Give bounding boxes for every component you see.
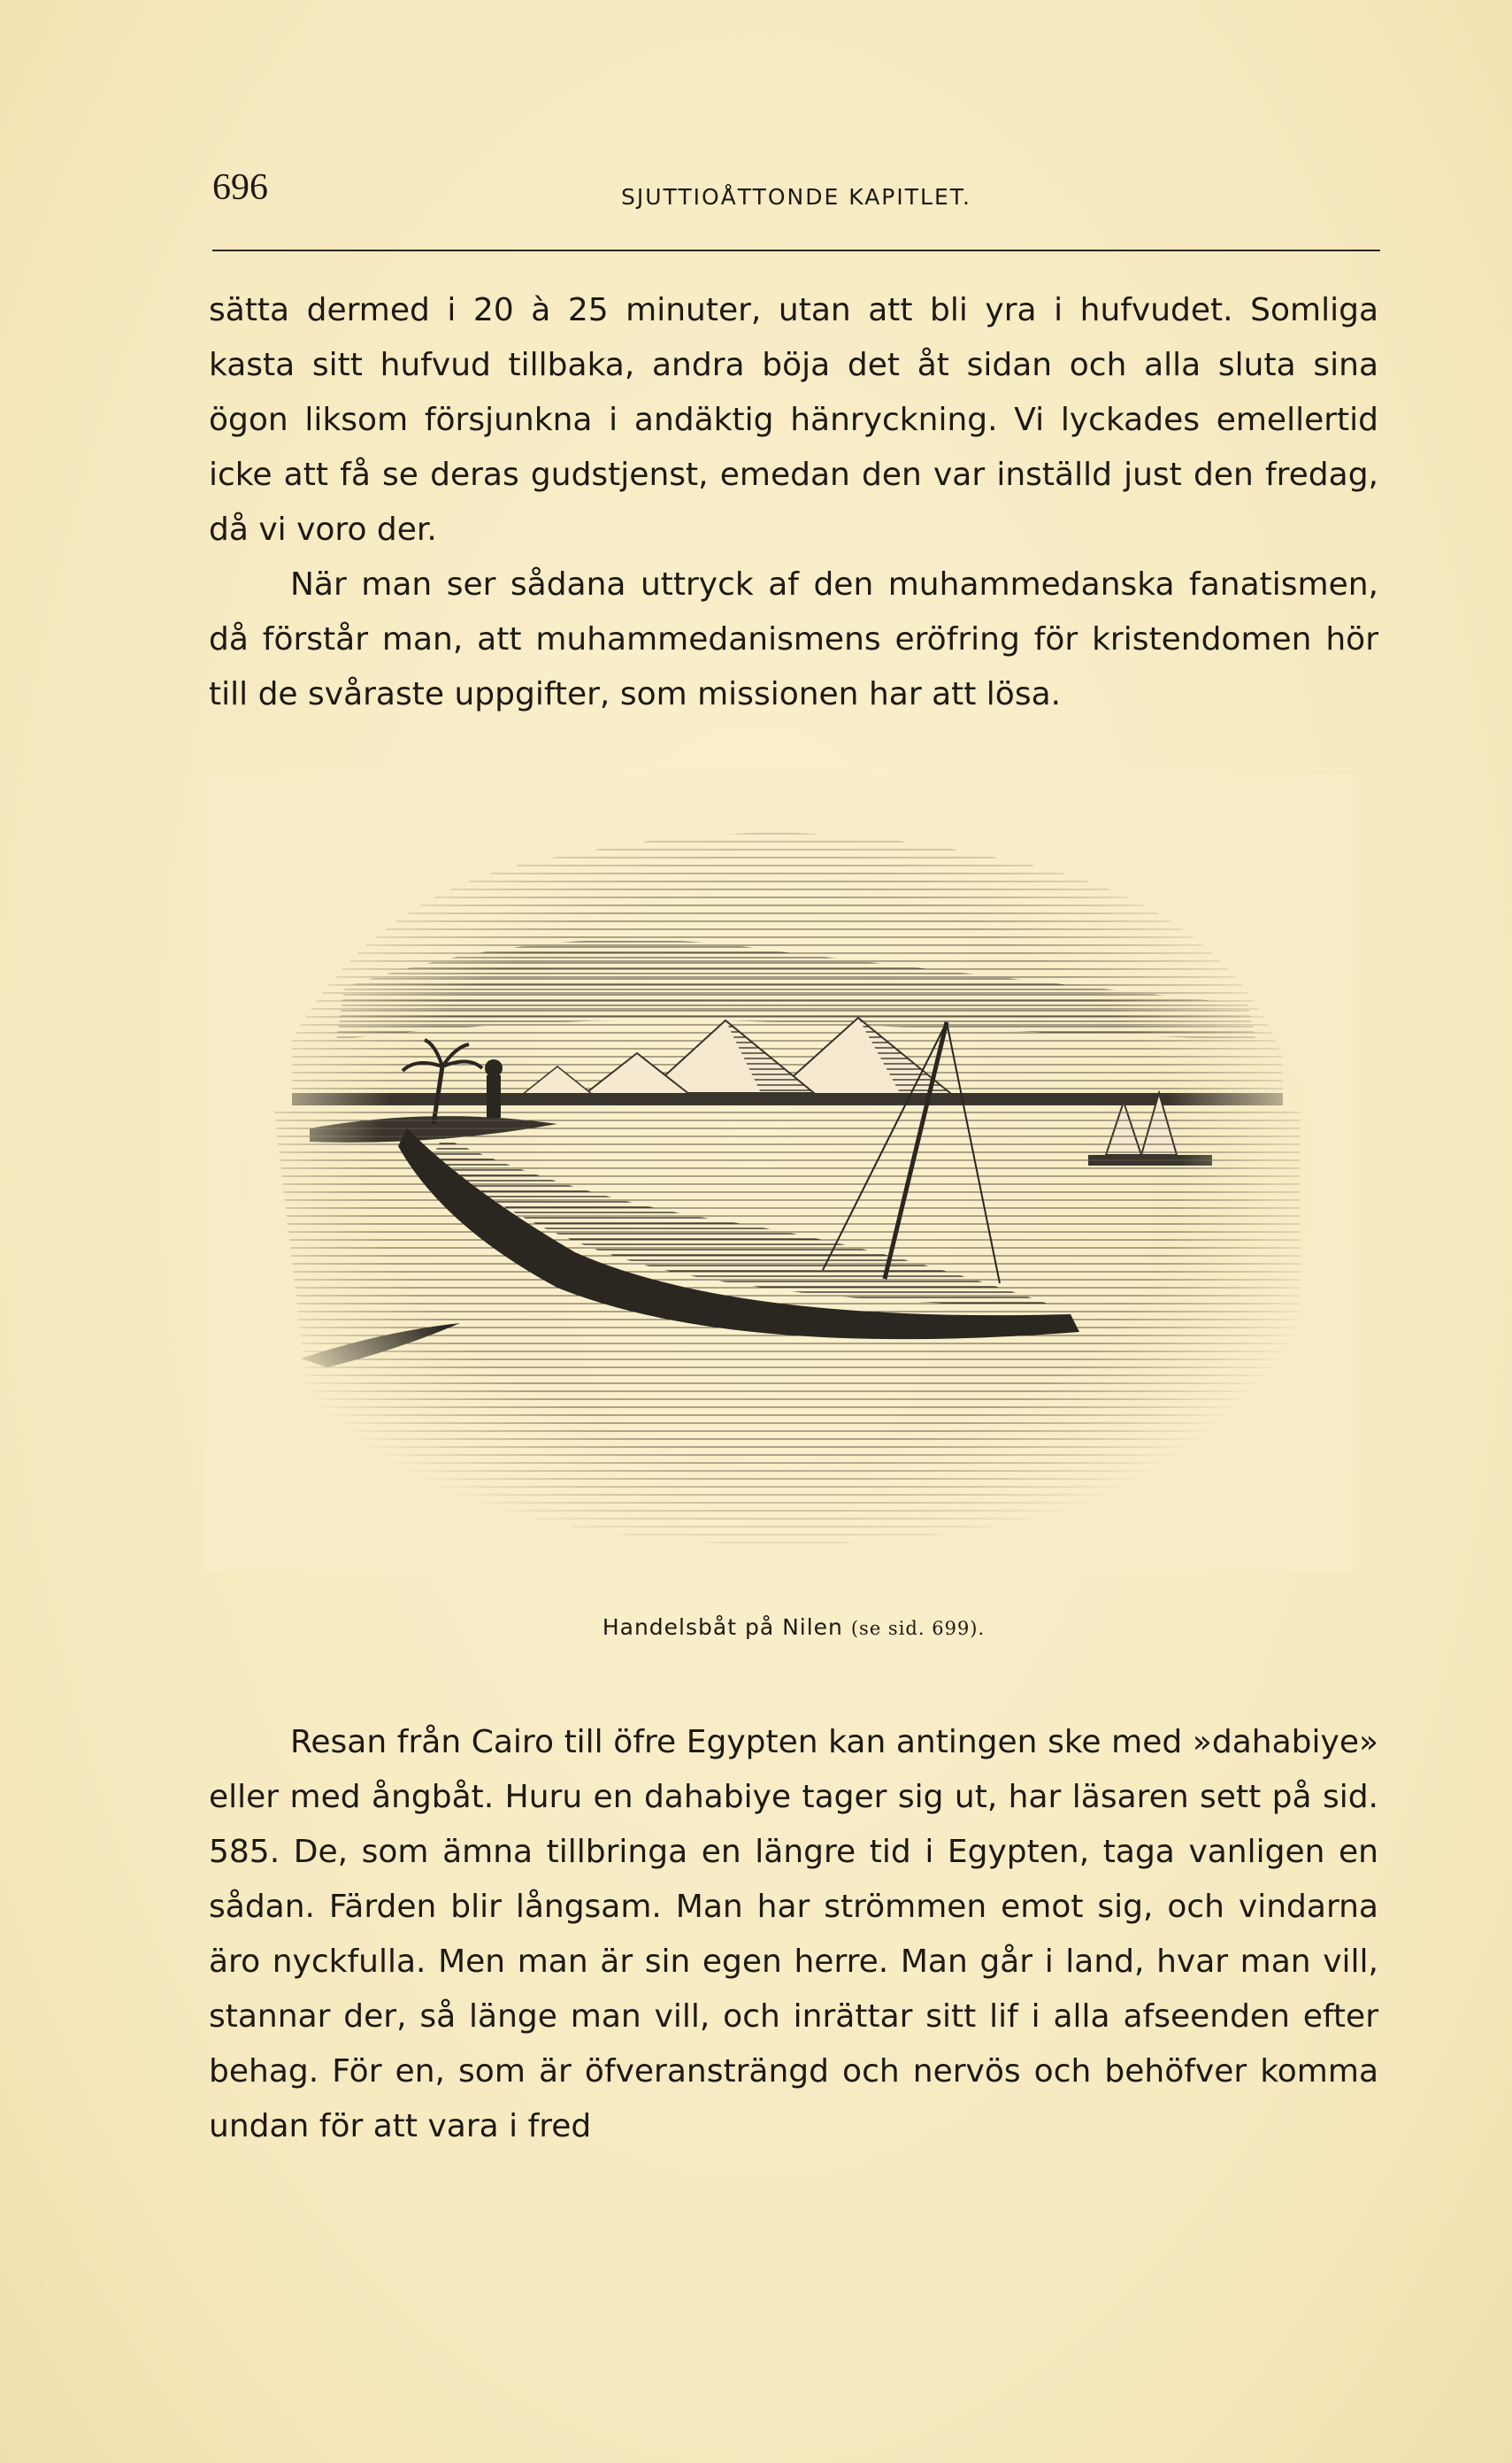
paragraph: Resan från Cairo till öfre Egypten kan antingen ske med »dahabiye» eller med ångbåt. Huru en dahabiye tager sig ut, har läsaren sett på sid. 585. De, som ämna tillbringa en längre tid i Egypten, taga vanligen en sådan. Färden blir långsam. Man har strömmen emot sig, och vindarna äro nyckfulla. Men man är sin egen herre. Man går i land, hvar man vill, stannar der, så länge man vill, och inrättar sitt lif i alla afseenden efter behag. För en, som är öfveransträngd och nervös och behöfver komma undan för att vara i fred <box>209 1724 1378 2144</box>
text-block-bottom <box>209 1715 1378 2154</box>
caption-title: Handelsbåt på Nilen <box>602 1614 843 1640</box>
running-head: SJUTTIOÅTTONDE KAPITLET. <box>620 184 972 210</box>
paragraph: När man ser sådana uttryck af den muhammedanska fanatismen, då förstår man, att muhammedanismens eröfring för kristendomen hör till de svåraste uppgifter, som missionen har att lösa. <box>209 566 1378 712</box>
engraving-trade-boat-on-nile <box>203 774 1354 1571</box>
page-header <box>212 166 1380 219</box>
page-number: 696 <box>212 167 268 208</box>
header-rule <box>212 250 1380 251</box>
caption-reference: (se sid. 699). <box>850 1618 986 1639</box>
illustration-caption <box>209 1614 1378 1640</box>
text-block-top <box>209 283 1378 722</box>
paragraph: sätta dermed i 20 à 25 minuter, utan att bli yra i hufvudet. Somliga kasta sitt hufvud tillbaka, andra böja det åt sidan och alla sluta sina ögon liksom försjunkna i andäktig hänryckning. Vi lyckades emellertid icke att få se deras gudstjenst, emedan den var inställd just den fredag, då vi voro der. <box>209 292 1378 548</box>
